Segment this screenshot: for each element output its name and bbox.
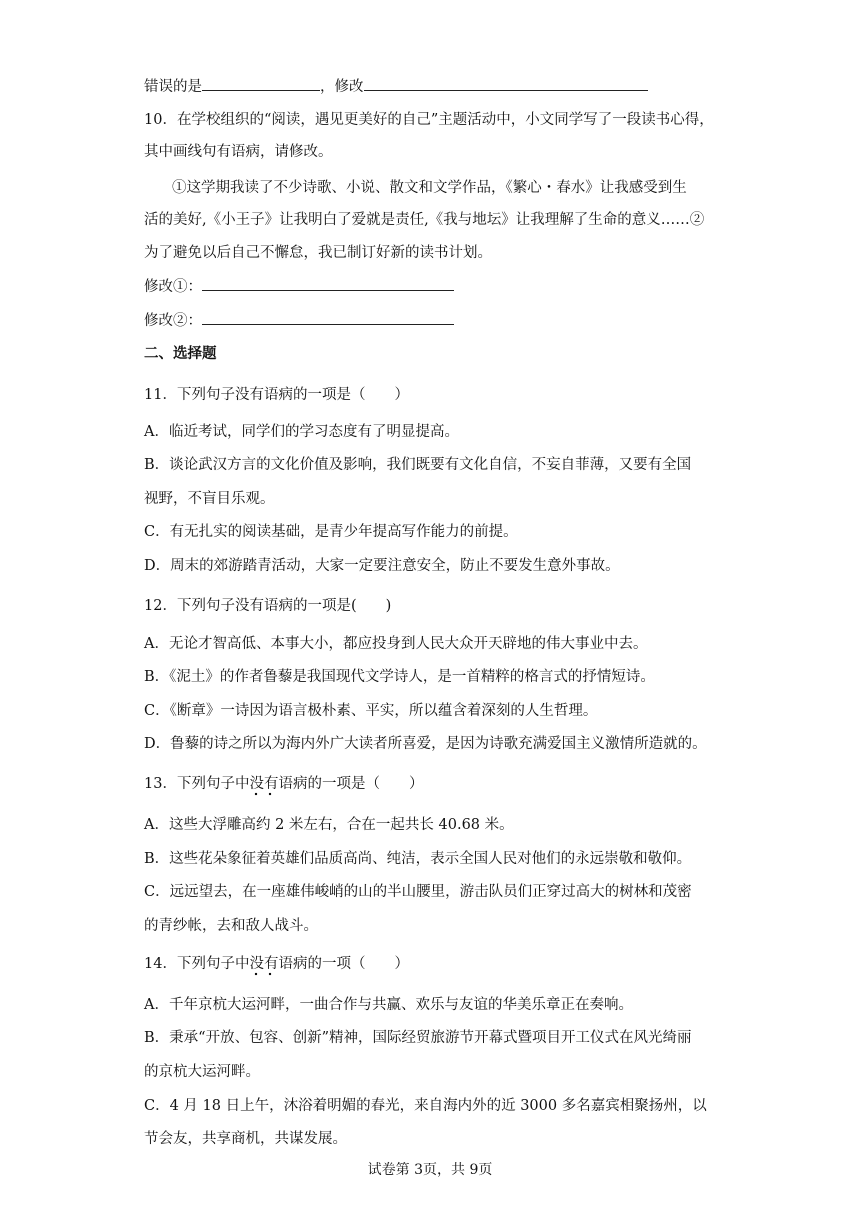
q10-fix1-line: [144, 276, 454, 297]
q10-passage-line1: ①这学期我读了不少诗歌、小说、散文和文学作品，《繁心・春水》让我感受到生: [172, 180, 687, 196]
q14-option-b-line2[interactable]: 的京杭大运河畔。: [144, 1064, 260, 1080]
q12-option-d[interactable]: D．鲁藜的诗之所以为海内外广大读者所喜爱，是因为诗歌充满爱国主义激情所造就的。: [144, 736, 707, 752]
q13-option-a[interactable]: A．这些大浮雕高约 2 米左右，合在一起共长 40.68 米。: [144, 817, 514, 833]
q14-option-b-line1[interactable]: B．秉承“开放、包容、创新”精神，国际经贸旅游节开幕式暨项目开工仪式在风光绮丽: [144, 1030, 692, 1046]
fix2-label: 修改②：: [144, 313, 202, 329]
q9-answer-line: [144, 76, 648, 97]
fix-answer-blank[interactable]: [364, 76, 648, 91]
q13-stem-pre: 13．下列句子中: [144, 776, 250, 792]
page-footer: 试卷第 3页，共 9页: [367, 1162, 493, 1178]
q12-stem: 12．下列句子没有语病的一项是( ): [144, 598, 392, 614]
q12-option-b[interactable]: B．《泥土》的作者鲁藜是我国现代文学诗人，是一首精粹的格言式的抒情短诗。: [144, 669, 655, 685]
q14-stem: [144, 954, 409, 974]
q13-option-c-line1[interactable]: C．远远望去，在一座雄伟峻峭的山的半山腰里，游击队员们正穿过高大的树林和茂密: [144, 884, 692, 900]
q14-option-c-line2[interactable]: 节会友，共享商机，共谋发展。: [144, 1131, 347, 1147]
q13-option-c-line2[interactable]: 的青纱帐，去和敌人战斗。: [144, 918, 318, 934]
q10-fix2-line: [144, 310, 454, 331]
q11-option-b-line1[interactable]: B．谈论武汉方言的文化价值及影响，我们既要有文化自信，不妄自菲薄，又要有全国: [144, 457, 692, 473]
section-title: 二、选择题: [144, 346, 217, 362]
q11-option-a[interactable]: A．临近考试，同学们的学习态度有了明显提高。: [144, 424, 459, 440]
q11-option-b-line2[interactable]: 视野，不盲目乐观。: [144, 491, 275, 507]
q10-passage-line2: 活的美好,《小王子》让我明白了爱就是责任,《我与地坛》让我理解了生命的意义……②: [144, 212, 705, 228]
fix1-blank[interactable]: [202, 276, 454, 291]
q13-stem-emphasis: 没有: [249, 776, 278, 797]
fix1-label: 修改①：: [144, 279, 202, 295]
q12-option-a[interactable]: A．无论才智高低、本事大小，都应投身到人民大众开天辟地的伟大事业中去。: [144, 636, 648, 652]
q10-stem-line2: 其中画线句有语病，请修改。: [144, 144, 333, 160]
fix2-blank[interactable]: [202, 310, 454, 325]
q10-passage-line3: 为了避免以后自己不懈怠，我已制订好新的读书计划。: [144, 245, 492, 261]
wrong-answer-blank[interactable]: [202, 76, 320, 91]
q14-stem-pre: 14．下列句子中: [144, 956, 250, 972]
q11-option-c[interactable]: C．有无扎实的阅读基础，是青少年提高写作能力的前提。: [144, 524, 518, 540]
q14-stem-emphasis: 没有: [249, 956, 278, 977]
q11-stem: 11．下列句子没有语病的一项是（ ）: [144, 387, 409, 403]
q14-option-a[interactable]: A．千年京杭大运河畔，一曲合作与共赢、欢乐与友谊的华美乐章正在奏响。: [144, 997, 633, 1013]
q12-option-c[interactable]: C．《断章》一诗因为语言极朴素、平实，所以蕴含着深刻的人生哲理。: [144, 703, 598, 719]
wrong-label: 错误的是: [144, 79, 202, 95]
q13-option-b[interactable]: B．这些花朵象征着英雄们品质高尚、纯洁，表示全国人民对他们的永远崇敬和敬仰。: [144, 851, 692, 867]
q13-stem: [144, 774, 423, 794]
q13-stem-post: 语病的一项是（ ）: [278, 776, 424, 792]
q14-option-c-line1[interactable]: C．4 月 18 日上午，沐浴着明媚的春光，来自海内外的近 3000 多名嘉宾相聚扬州，以: [144, 1098, 707, 1114]
comma: ，: [320, 79, 335, 95]
q10-stem-line1: 10．在学校组织的“阅读，遇见更美好的自己”主题活动中，小文同学写了一段读书心得，: [144, 112, 714, 128]
q11-option-d[interactable]: D．周末的郊游踏青活动，大家一定要注意安全，防止不要发生意外事故。: [144, 558, 620, 574]
q14-stem-post: 语病的一项（ ）: [278, 956, 409, 972]
fix-label: 修改: [334, 79, 364, 95]
